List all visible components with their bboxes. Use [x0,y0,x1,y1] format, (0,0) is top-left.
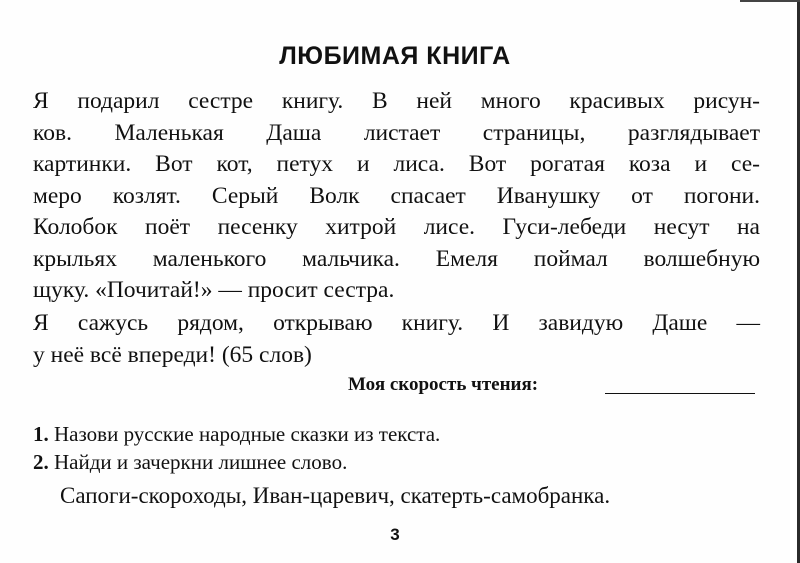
task-item [33,448,440,476]
text-line: Колобок поёт песенку хитрой лисе. Гуси-лебеди несут на [33,214,760,240]
text-line: ков. Маленькая Даша листает страницы, разглядывает [33,119,760,146]
paragraph-2 [33,308,760,371]
task-number: 1. [33,422,49,446]
text-line: у неё всё впереди! (65 слов) [33,341,312,368]
text-line: Я подарил сестре книгу. В ней много красивых рисун- [33,88,760,114]
task-item [33,420,440,448]
page-title: ЛЮБИМАЯ КНИГА [279,42,511,70]
text-line: крыльях маленького мальчика. Емеля поймал волшебную [33,245,760,272]
task-text: Найди и зачеркни лишнее слово. [54,450,348,474]
page-number: 3 [390,525,400,544]
text-line: Я сажусь рядом, открываю книгу. И завидую Даше — [33,310,760,336]
text-line: картинки. Вот кот, петух и лиса. Вот рогатая коза и се- [33,151,760,177]
text-line: щуку. «Почитай!» — просит сестра. [33,277,395,303]
paragraph-1 [33,86,760,307]
reading-speed-label: Моя скорость чтения: [348,374,539,395]
text-line: меро козлят. Серый Волк спасает Иванушку от погони. [33,182,760,209]
page-edge-top [740,0,800,2]
task-number: 2. [33,450,49,474]
word-list: Сапоги-скороходы, Иван-царевич, скатерть-самобранка. [60,483,611,508]
reading-speed-blank [605,393,755,394]
task-text: Назови русские народные сказки из текста. [54,422,441,446]
task-list [33,420,440,476]
